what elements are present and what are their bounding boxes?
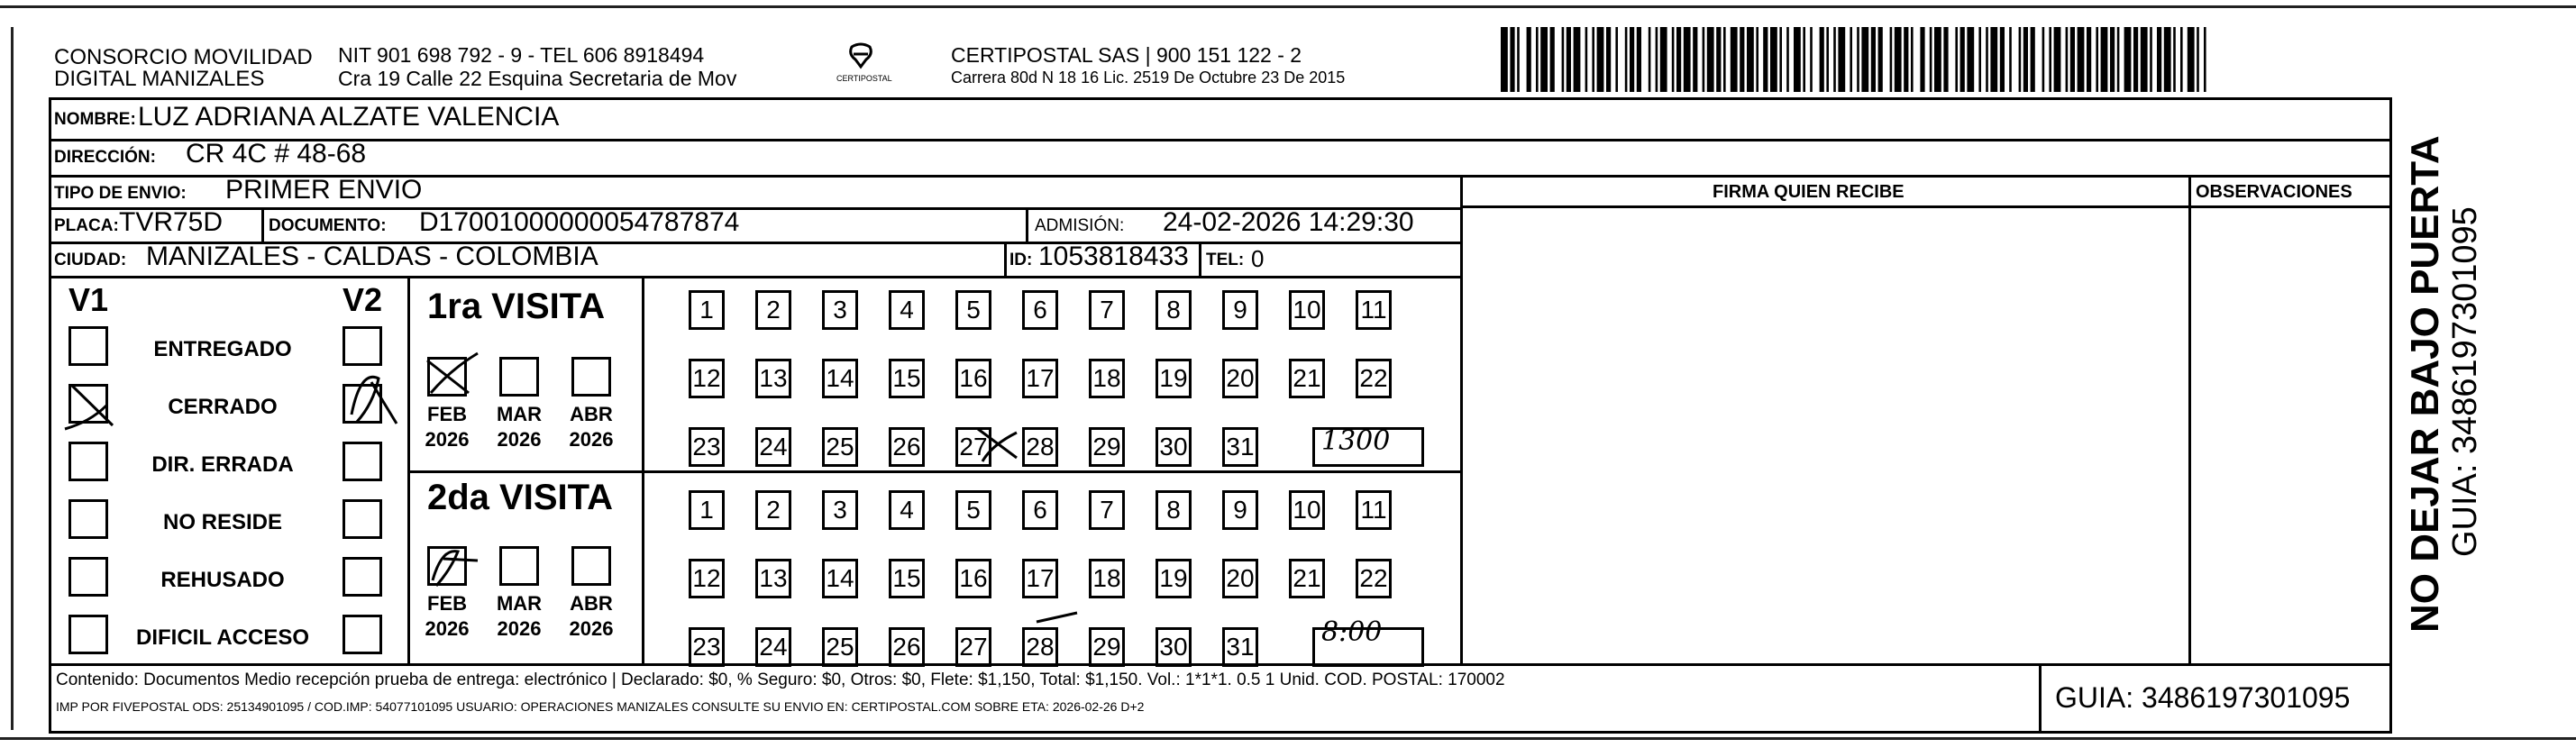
placa-value: TVR75D [119,207,224,237]
observaciones-label: OBSERVACIONES [2196,182,2352,202]
divider [1199,242,1201,276]
month-label: MAR [496,592,543,615]
day-box[interactable]: 2 [755,290,791,330]
day-box[interactable]: 27 [955,427,991,467]
v1-checkbox[interactable] [69,557,108,597]
v2-checkbox[interactable] [343,615,382,654]
day-box[interactable]: 28 [1022,427,1058,467]
signature-column-divider [1460,175,1463,663]
day-box[interactable]: 9 [1222,490,1258,530]
day-box[interactable]: 10 [1289,490,1325,530]
day-box[interactable]: 20 [1222,359,1258,398]
observaciones-box[interactable] [2192,209,2390,661]
day-box[interactable]: 16 [955,559,991,598]
day-box[interactable]: 23 [689,627,725,667]
day-box[interactable]: 20 [1222,559,1258,598]
guia-footer-value: GUIA: 3486197301095 [2055,681,2351,714]
day-box[interactable]: 9 [1222,290,1258,330]
month-checkbox[interactable] [499,357,539,397]
status-row-label: REHUSADO [160,568,285,592]
imp-text: IMP POR FIVEPOSTAL ODS: 25134901095 / COD.IMP: 54077101095 USUARIO: OPERACIONES MANIZALES CONSULTE SU ENVIO EN: CERTIPOSTAL.COM SOBRE ETA: 2026-02-26 D+2 [56,699,1145,714]
day-box[interactable]: 31 [1222,627,1258,667]
second-visit-title: 2da VISITA [427,478,613,517]
divider [261,207,264,242]
barcode [1501,27,2217,92]
day-box[interactable]: 1 [689,490,725,530]
id-label: ID: [1009,251,1033,269]
status-row-label: NO RESIDE [162,510,283,534]
day-box[interactable]: 25 [822,427,858,467]
month-checkbox[interactable] [427,357,467,397]
day-box[interactable]: 2 [755,490,791,530]
v2-checkbox[interactable] [343,557,382,597]
courier-info-line2: Carrera 80d N 18 16 Lic. 2519 De Octubre 23 De 2015 [951,68,1346,87]
divider [1004,242,1007,276]
day-box[interactable]: 29 [1089,427,1125,467]
month-year-label: 2026 [569,617,614,640]
divider [1026,207,1028,242]
company-name-line1: CONSORCIO MOVILIDAD [54,45,313,69]
day-box[interactable]: 26 [889,627,925,667]
day-box[interactable]: 22 [1356,359,1392,398]
v2-checkbox[interactable] [343,499,382,539]
month-year-label: 2026 [569,428,614,451]
day-box[interactable]: 15 [889,559,925,598]
v2-checkbox[interactable] [343,442,382,481]
day-box[interactable]: 21 [1289,359,1325,398]
day-box[interactable]: 4 [889,490,925,530]
divider [407,470,1460,473]
status-row-label: DIR. ERRADA [151,452,294,477]
month-label: FEB [427,592,467,615]
nombre-label: NOMBRE: [54,110,136,129]
direccion-value: CR 4C # 48-68 [186,139,367,169]
company-address: Cra 19 Calle 22 Esquina Secretaria de Mov [338,67,737,90]
first-visit-handwritten-time: 1300 [1321,425,1391,457]
day-box[interactable]: 10 [1289,290,1325,330]
day-box[interactable]: 21 [1289,559,1325,598]
company-nit: NIT 901 698 792 - 9 - TEL 606 8918494 [338,43,705,67]
day-box[interactable]: 24 [755,427,791,467]
firma-label: FIRMA QUIEN RECIBE [1713,182,1905,202]
day-box[interactable]: 6 [1022,290,1058,330]
contenido-text: Contenido: Documentos Medio recepción prueba de entrega: electrónico | Declarado: $0, % Seguro: $0, Otros: $0, Flete: $1,150, Total: $1,150. Vol.: 1*1*1. 0.5 1 Unid. COD. POSTAL: 170002 [56,670,1505,689]
bottom-scan-edge [0,737,2576,740]
day-box[interactable]: 11 [1356,490,1392,530]
day-box[interactable]: 6 [1022,490,1058,530]
v1-checkbox[interactable] [69,384,108,424]
day-box[interactable]: 22 [1356,559,1392,598]
tipo-envio-label: TIPO DE ENVIO: [54,184,187,203]
day-box[interactable]: 13 [755,359,791,398]
day-box[interactable]: 5 [955,490,991,530]
no-dejar-bajo-puerta-warning: NO DEJAR BAJO PUERTA [2403,135,2447,633]
day-box[interactable]: 12 [689,559,725,598]
v1-checkbox[interactable] [69,615,108,654]
admision-label: ADMISIÓN: [1035,216,1125,235]
month-checkbox[interactable] [499,546,539,586]
day-box[interactable]: 17 [1022,559,1058,598]
nombre-value: LUZ ADRIANA ALZATE VALENCIA [138,102,560,132]
day-box[interactable]: 28 [1022,627,1058,667]
day-box[interactable]: 8 [1156,490,1192,530]
day-box[interactable]: 5 [955,290,991,330]
day-box[interactable]: 31 [1222,427,1258,467]
month-year-label: 2026 [497,428,542,451]
day-box[interactable]: 3 [822,490,858,530]
divider [2039,663,2042,734]
first-visit-title: 1ra VISITA [427,287,606,326]
day-box[interactable]: 29 [1089,627,1125,667]
signature-box[interactable] [1464,209,2187,661]
day-box[interactable]: 26 [889,427,925,467]
placa-label: PLACA: [54,216,119,235]
day-box[interactable]: 17 [1022,359,1058,398]
v1-checkbox[interactable] [69,326,108,366]
day-box[interactable]: 19 [1156,359,1192,398]
v1-checkbox[interactable] [69,499,108,539]
month-label: ABR [570,592,613,615]
divider [642,276,644,663]
month-year-label: 2026 [425,617,470,640]
divider [49,139,2392,141]
documento-label: DOCUMENTO: [269,216,387,235]
id-value: 1053818433 [1038,242,1189,271]
ciudad-label: CIUDAD: [54,251,127,269]
status-row-label: CERRADO [168,395,278,419]
month-year-label: 2026 [425,428,470,451]
month-label: MAR [496,403,543,425]
v1-header: V1 [69,281,109,318]
day-box[interactable]: 14 [822,359,858,398]
month-label: ABR [570,403,613,425]
day-box[interactable]: 15 [889,359,925,398]
day-box[interactable]: 25 [822,627,858,667]
day-box[interactable]: 12 [689,359,725,398]
observaciones-column-divider [2188,175,2191,663]
v2-checkbox[interactable] [343,384,382,424]
day-box[interactable]: 18 [1089,559,1125,598]
day-box[interactable]: 30 [1156,627,1192,667]
courier-info-line1: CERTIPOSTAL SAS | 900 151 122 - 2 [951,43,1302,67]
day-box[interactable]: 8 [1156,290,1192,330]
tel-label: TEL: [1206,251,1245,269]
day-box[interactable]: 13 [755,559,791,598]
month-checkbox[interactable] [571,357,611,397]
day-box[interactable]: 27 [955,627,991,667]
v2-header: V2 [343,281,383,318]
admision-value: 24-02-2026 14:29:30 [1163,207,1414,237]
day-box[interactable]: 14 [822,559,858,598]
v1-checkbox[interactable] [69,442,108,481]
left-scan-edge [11,27,14,730]
status-row-label: ENTREGADO [153,337,292,361]
tel-value: 0 [1251,245,1265,272]
day-box[interactable]: 19 [1156,559,1192,598]
second-visit-handwritten-time: 8:00 [1321,616,1383,648]
v2-checkbox[interactable] [343,326,382,366]
day-box[interactable]: 11 [1356,290,1392,330]
side-guia-number: GUIA: 3486197301095 [2446,206,2484,557]
day-box[interactable]: 18 [1089,359,1125,398]
divider [407,276,410,663]
day-box[interactable]: 16 [955,359,991,398]
company-name-line2: DIGITAL MANIZALES [54,67,265,91]
top-scan-edge [0,5,2576,8]
day-box[interactable]: 24 [755,627,791,667]
month-year-label: 2026 [497,617,542,640]
month-checkbox[interactable] [571,546,611,586]
divider [49,276,1460,278]
day-box[interactable]: 23 [689,427,725,467]
documento-value: D17001000000054787874 [419,207,740,237]
status-row-label: DIFICIL ACCESO [135,625,309,650]
ciudad-value: MANIZALES - CALDAS - COLOMBIA [146,242,598,271]
tipo-envio-value: PRIMER ENVIO [225,175,423,205]
day-box[interactable]: 3 [822,290,858,330]
day-box[interactable]: 1 [689,290,725,330]
direccion-label: DIRECCIÓN: [54,148,156,167]
day-box[interactable]: 7 [1089,290,1125,330]
day-box[interactable]: 7 [1089,490,1125,530]
day-box[interactable]: 4 [889,290,925,330]
certipostal-logo-text: CERTIPOSTAL [836,74,892,83]
day-box[interactable]: 30 [1156,427,1192,467]
divider [1460,205,2392,208]
month-label: FEB [427,403,467,425]
month-checkbox[interactable] [427,546,467,586]
